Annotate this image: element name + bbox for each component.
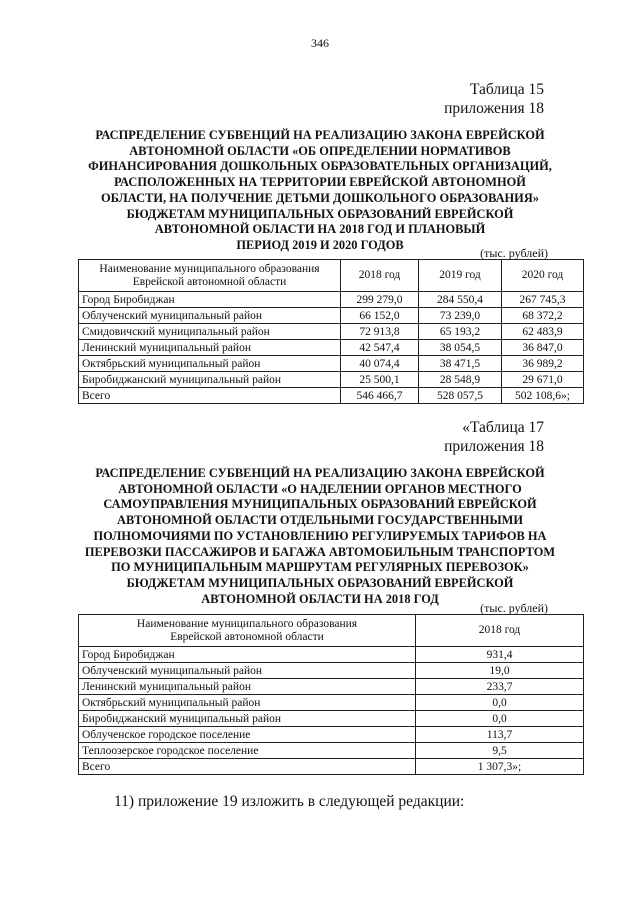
row-name: Всего bbox=[79, 759, 416, 775]
header-name-line2: Еврейской автономной области bbox=[170, 630, 324, 643]
row-name: Биробиджанский муниципальный район bbox=[79, 711, 416, 727]
table-ref-line2: приложения 18 bbox=[444, 100, 544, 117]
row-name: Ленинский муниципальный район bbox=[79, 340, 341, 356]
value-2020: 68 372,2 bbox=[502, 308, 584, 324]
heading-line: РАСПРЕДЕЛЕНИЕ СУБВЕНЦИЙ НА РЕАЛИЗАЦИЮ ЗАКОНА ЕВРЕЙСКОЙ bbox=[95, 128, 545, 142]
table-row bbox=[79, 727, 584, 743]
value-2020: 36 847,0 bbox=[502, 340, 584, 356]
row-name: Ленинский муниципальный район bbox=[79, 679, 416, 695]
value-2018: 19,0 bbox=[416, 663, 584, 679]
page-number: 346 bbox=[311, 36, 329, 50]
table-row bbox=[79, 308, 584, 324]
row-name: Облученский муниципальный район bbox=[79, 308, 341, 324]
table-header-row bbox=[79, 615, 584, 647]
row-name: Биробиджанский муниципальный район bbox=[79, 372, 341, 388]
table-ref-line1: Таблица 15 bbox=[469, 81, 544, 98]
table-row bbox=[79, 292, 584, 308]
row-name: Октябрьский муниципальный район bbox=[79, 695, 416, 711]
heading-line: АВТОНОМНОЙ ОБЛАСТИ «О НАДЕЛЕНИИ ОРГАНОВ МЕСТНОГО bbox=[118, 481, 522, 496]
table-ref-line2: приложения 18 bbox=[444, 438, 544, 455]
table-row bbox=[79, 679, 584, 695]
value-2018: 0,0 bbox=[416, 695, 584, 711]
table-row bbox=[79, 711, 584, 727]
row-name: Теплоозерское городское поселение bbox=[79, 743, 416, 759]
heading-line: ОБЛАСТИ, НА ПОЛУЧЕНИЕ ДЕТЬМИ ДОШКОЛЬНОГО ОБРАЗОВАНИЯ» bbox=[101, 190, 539, 205]
header-name bbox=[79, 615, 416, 647]
header-2019: 2019 год bbox=[419, 260, 502, 292]
units-label: (тыс. рублей) bbox=[480, 601, 548, 615]
header-name bbox=[79, 260, 341, 292]
table-row bbox=[79, 743, 584, 759]
value-2018: 0,0 bbox=[416, 711, 584, 727]
table-header-row bbox=[79, 260, 584, 292]
table-ref-line1: «Таблица 17 bbox=[462, 419, 544, 436]
heading-line: РАСПОЛОЖЕННЫХ НА ТЕРРИТОРИИ ЕВРЕЙСКОЙ АВТОНОМНОЙ bbox=[114, 175, 526, 190]
table-row bbox=[79, 663, 584, 679]
value-2018: 931,4 bbox=[416, 647, 584, 663]
value-2020: 62 483,9 bbox=[502, 324, 584, 340]
value-2018: 72 913,8 bbox=[341, 324, 419, 340]
table-row bbox=[79, 340, 584, 356]
table-15-reference bbox=[444, 80, 544, 118]
heading-line: ФИНАНСИРОВАНИЯ ДОШКОЛЬНЫХ ОБРАЗОВАТЕЛЬНЫХ ОРГАНИЗАЦИЙ, bbox=[88, 159, 552, 174]
table-17 bbox=[78, 614, 584, 775]
table-17-heading bbox=[70, 466, 570, 607]
heading-line: АВТОНОМНОЙ ОБЛАСТИ «ОБ ОПРЕДЕЛЕНИИ НОРМАТИВОВ bbox=[129, 143, 511, 158]
value-2020: 29 671,0 bbox=[502, 372, 584, 388]
table-15 bbox=[78, 259, 584, 404]
value-2019: 28 548,9 bbox=[419, 372, 502, 388]
value-2020: 267 745,3 bbox=[502, 292, 584, 308]
table-total-row bbox=[79, 388, 584, 404]
table-row bbox=[79, 372, 584, 388]
value-2019: 528 057,5 bbox=[419, 388, 502, 404]
heading-line: ПО МУНИЦИПАЛЬНЫМ МАРШРУТАМ РЕГУЛЯРНЫХ ПЕРЕВОЗОК» bbox=[111, 560, 529, 575]
value-2018: 66 152,0 bbox=[341, 308, 419, 324]
heading-line: РАСПРЕДЕЛЕНИЕ СУБВЕНЦИЙ НА РЕАЛИЗАЦИЮ ЗАКОНА ЕВРЕЙСКОЙ bbox=[95, 466, 545, 480]
heading-line: ПЕРЕВОЗКИ ПАССАЖИРОВ И БАГАЖА АВТОМОБИЛЬНЫМ ТРАНСПОРТОМ bbox=[84, 544, 556, 559]
header-name-line2: Еврейской автономной области bbox=[132, 275, 287, 288]
table-row bbox=[79, 324, 584, 340]
value-2019: 38 054,5 bbox=[419, 340, 502, 356]
row-name: Облученский муниципальный район bbox=[79, 663, 416, 679]
value-2018: 113,7 bbox=[416, 727, 584, 743]
heading-line: БЮДЖЕТАМ МУНИЦИПАЛЬНЫХ ОБРАЗОВАНИЙ ЕВРЕЙСКОЙ bbox=[126, 206, 514, 221]
value-2019: 38 471,5 bbox=[419, 356, 502, 372]
units-label: (тыс. рублей) bbox=[480, 246, 548, 260]
table-total-row bbox=[79, 759, 584, 775]
table-row bbox=[79, 356, 584, 372]
value-2019: 73 239,0 bbox=[419, 308, 502, 324]
value-2018: 299 279,0 bbox=[341, 292, 419, 308]
value-2020: 36 989,2 bbox=[502, 356, 584, 372]
value-2019: 65 193,2 bbox=[419, 324, 502, 340]
table-row bbox=[79, 695, 584, 711]
header-name-line1: Наименование муниципального образования bbox=[99, 263, 320, 275]
value-2018: 1 307,3»; bbox=[416, 759, 584, 775]
value-2018: 9,5 bbox=[416, 743, 584, 759]
row-name: Октябрьский муниципальный район bbox=[79, 356, 341, 372]
heading-line: ПОЛНОМОЧИЯМИ ПО УСТАНОВЛЕНИЮ РЕГУЛИРУЕМЫХ ТАРИФОВ НА bbox=[93, 528, 547, 543]
heading-line: АВТОНОМНОЙ ОБЛАСТИ НА 2018 ГОД bbox=[201, 591, 439, 606]
value-2020: 502 108,6»; bbox=[502, 388, 584, 404]
value-2018: 42 547,4 bbox=[341, 340, 419, 356]
heading-line: БЮДЖЕТАМ МУНИЦИПАЛЬНЫХ ОБРАЗОВАНИЙ ЕВРЕЙСКОЙ bbox=[126, 575, 514, 590]
table-17-reference bbox=[444, 418, 544, 456]
header-2018: 2018 год bbox=[341, 260, 419, 292]
heading-line: АВТОНОМНОЙ ОБЛАСТИ ОТДЕЛЬНЫМИ ГОСУДАРСТВЕННЫМИ bbox=[117, 513, 523, 528]
value-2019: 284 550,4 bbox=[419, 292, 502, 308]
value-2018: 546 466,7 bbox=[341, 388, 419, 404]
row-name: Смидовичский муниципальный район bbox=[79, 324, 341, 340]
value-2018: 25 500,1 bbox=[341, 372, 419, 388]
row-name: Облученское городское поселение bbox=[79, 727, 416, 743]
value-2018: 233,7 bbox=[416, 679, 584, 695]
heading-line: САМОУПРАВЛЕНИЯ МУНИЦИПАЛЬНЫХ ОБРАЗОВАНИЙ ЕВРЕЙСКОЙ bbox=[103, 497, 537, 512]
row-name: Город Биробиджан bbox=[79, 292, 341, 308]
heading-line: ПЕРИОД 2019 И 2020 ГОДОВ bbox=[236, 237, 404, 252]
closing-paragraph: 11) приложение 19 изложить в следующей редакции: bbox=[114, 793, 465, 810]
row-name: Город Биробиджан bbox=[79, 647, 416, 663]
table-row bbox=[79, 647, 584, 663]
row-name: Всего bbox=[79, 388, 341, 404]
heading-line: АВТОНОМНОЙ ОБЛАСТИ НА 2018 ГОД И ПЛАНОВЫЙ bbox=[154, 222, 486, 237]
value-2018: 40 074,4 bbox=[341, 356, 419, 372]
header-name-line1: Наименование муниципального образования bbox=[136, 618, 358, 630]
header-2018: 2018 год bbox=[416, 615, 584, 647]
table-15-heading bbox=[70, 128, 570, 254]
header-2020: 2020 год bbox=[502, 260, 584, 292]
